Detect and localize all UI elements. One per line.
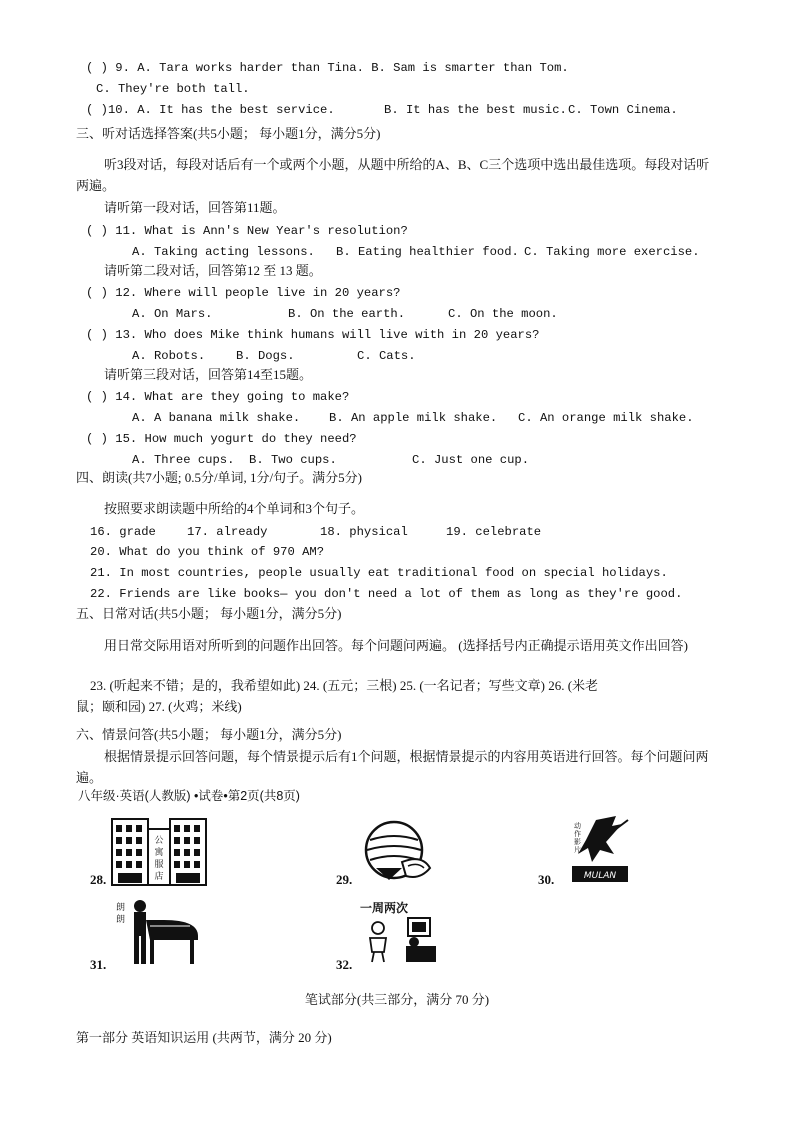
section-5-heading: 五、日常对话(共5小题； 每小题1分，满分5分) — [76, 606, 342, 621]
question-15-option-c: C. Just one cup. — [412, 453, 530, 467]
question-12-options — [132, 305, 558, 323]
question-11-option-a: A. Taking acting lessons. — [132, 245, 315, 259]
building-icon — [110, 815, 210, 887]
question-10-option-a: ( )10. A. It has the best service. — [86, 103, 335, 117]
twice-a-week-icon — [356, 898, 442, 966]
question-11: ( ) 11. What is Ann's New Year's resolution? — [86, 224, 408, 238]
question-11-option-b: B. Eating healthier food. — [336, 245, 519, 259]
svg-text:MULAN: MULAN — [583, 871, 617, 881]
page-footer: 八年级·英语(人教版) •试卷•第2页(共8页) — [78, 789, 300, 803]
picture-28-number: 28. — [90, 872, 107, 887]
question-15: ( ) 15. How much yogurt do they need? — [86, 432, 357, 446]
question-22: 22. Friends are like books— you don't need a lot of them as long as they're good. — [90, 587, 683, 601]
question-13: ( ) 13. Who does Mike think humans will live with in 20 years? — [86, 328, 540, 342]
watermelon-icon — [362, 818, 434, 886]
svg-text:服: 服 — [154, 860, 164, 870]
question-21: 21. In most countries, people usually eat traditional food on special holidays. — [90, 566, 668, 580]
question-14-options — [132, 409, 694, 427]
question-14: ( ) 14. What are they going to make? — [86, 390, 350, 404]
svg-text:一周两次: 一周两次 — [360, 901, 409, 915]
dialogue-2-prompt: 请听第二段对话，回答第12 至 13 题。 — [104, 263, 322, 278]
section-4-instruction: 按照要求朗读题中所给的4个单词和3个句子。 — [104, 501, 365, 516]
question-13-option-c: C. Cats. — [357, 349, 416, 363]
question-12: ( ) 12. Where will people live in 20 years? — [86, 286, 401, 300]
section-5-hints-line-1: 23. (听起来不错；是的，我希望如此) 24. (五元；三根) 25. (一名记者；写些文章) 26. (米老 — [90, 678, 599, 693]
picture-31-number: 31. — [90, 957, 107, 972]
question-11-options — [132, 243, 700, 261]
section-5-instruction: 用日常交际用语对所听到的问题作出回答。每个问题问两遍。 (选择括号内正确提示语用英文作出回答) — [104, 638, 688, 653]
svg-text:片: 片 — [574, 846, 581, 854]
question-13-options — [132, 347, 416, 365]
written-section-heading: 笔试部分(共三部分，满分 70 分) — [304, 992, 490, 1007]
section-4-heading: 四、朗读(共7小题; 0.5分/单词, 1分/句子。满分5分) — [76, 470, 362, 485]
part-1-heading: 第一部分 英语知识运用 (共两节，满分 20 分) — [76, 1030, 332, 1045]
question-16: 16. grade — [90, 525, 156, 539]
dialogue-1-prompt: 请听第一段对话，回答第11题。 — [104, 200, 286, 215]
section-3-heading: 三、听对话选择答案(共5小题； 每小题1分，满分5分) — [76, 126, 381, 141]
question-20: 20. What do you think of 970 AM? — [90, 545, 325, 559]
svg-text:朗: 朗 — [116, 915, 126, 925]
mulan-movie-icon — [566, 814, 632, 886]
picture-30-number: 30. — [538, 872, 555, 887]
question-12-option-c: C. On the moon. — [448, 307, 558, 321]
svg-text:公: 公 — [154, 836, 164, 846]
question-12-option-b: B. On the earth. — [288, 307, 406, 321]
question-10-option-b: B. It has the best music. — [384, 103, 567, 117]
section-5-hints-line-2: 鼠；颐和园) 27. (火鸡；米线) — [76, 699, 242, 714]
svg-text:朗: 朗 — [116, 903, 126, 913]
question-14-option-b: B. An apple milk shake. — [329, 411, 498, 425]
words-row — [90, 523, 542, 541]
question-17: 17. already — [187, 525, 268, 539]
piano-player-icon — [110, 896, 202, 968]
svg-text:作: 作 — [574, 830, 581, 838]
question-14-option-a: A. A banana milk shake. — [132, 411, 301, 425]
question-10 — [86, 101, 678, 119]
svg-text:店: 店 — [154, 872, 164, 882]
picture-29-number: 29. — [336, 872, 353, 887]
question-9-option-c: C. They're both tall. — [96, 82, 250, 96]
question-19: 19. celebrate — [446, 525, 542, 539]
question-13-option-a: A. Robots. — [132, 349, 206, 363]
question-13-option-b: B. Dogs. — [236, 349, 295, 363]
svg-text:寓: 寓 — [154, 848, 164, 858]
svg-text:动: 动 — [574, 822, 581, 830]
question-14-option-c: C. An orange milk shake. — [518, 411, 694, 425]
question-11-option-c: C. Taking more exercise. — [524, 245, 700, 259]
question-18: 18. physical — [320, 525, 408, 539]
question-9: ( ) 9. A. Tara works harder than Tina. B. Sam is smarter than Tom. — [86, 61, 569, 75]
section-6-heading: 六、情景问答(共5小题； 每小题1分，满分5分) — [76, 727, 342, 742]
question-15-option-b: B. Two cups. — [249, 453, 337, 467]
question-15-options — [132, 451, 530, 469]
svg-text:影: 影 — [574, 838, 581, 846]
dialogue-3-prompt: 请听第三段对话，回答第14至15题。 — [104, 367, 313, 382]
section-6-instruction: 根据情景提示回答问题，每个情景提示后有1个问题，根据情景提示的内容用英语进行回答。每个问题问两遍。 — [76, 749, 709, 785]
picture-32-number: 32. — [336, 957, 353, 972]
section-3-instruction: 听3段对话，每段对话后有一个或两个小题，从题中所给的A、B、C三个选项中选出最佳选项。每段对话听两遍。 — [76, 157, 710, 193]
question-12-option-a: A. On Mars. — [132, 307, 213, 321]
question-15-option-a: A. Three cups. — [132, 453, 235, 467]
question-10-option-c: C. Town Cinema. — [568, 103, 678, 117]
